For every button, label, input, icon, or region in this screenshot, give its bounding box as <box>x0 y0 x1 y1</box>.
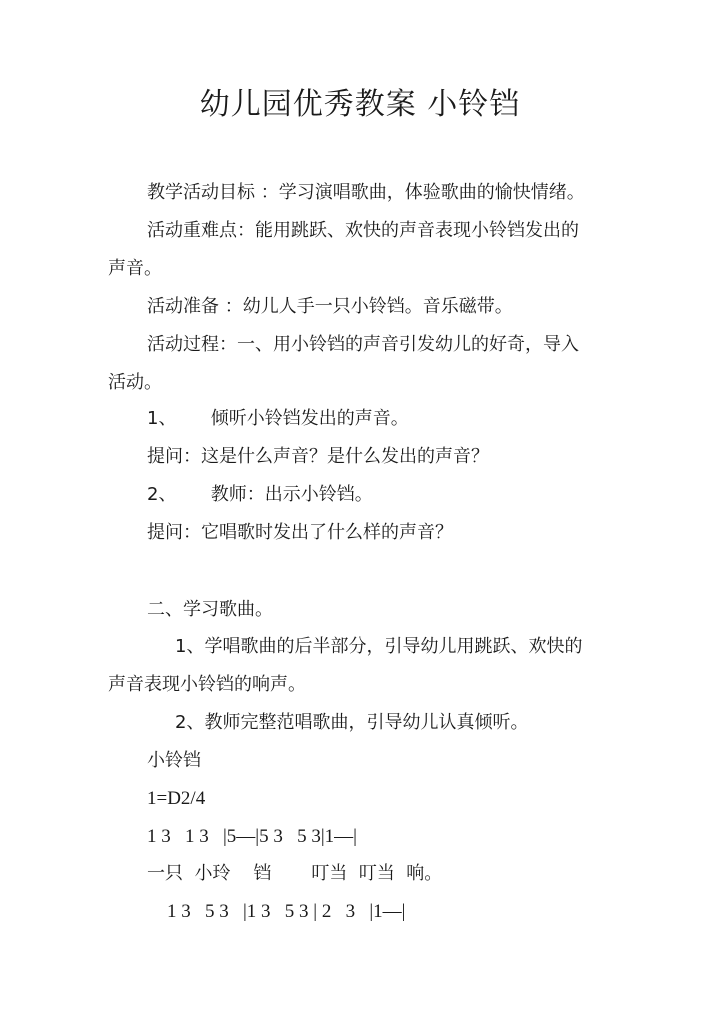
step-1: 1、 倾听小铃铛发出的声音。 <box>147 408 409 429</box>
prep-paragraph: 活动准备 ：幼儿人手一只小铃铛。音乐磁带。 <box>147 296 513 317</box>
learn-1-line-2: 声音表现小铃铛的响声。 <box>108 674 306 695</box>
learn-1-line-1: 1、学唱歌曲的后半部分，引导幼儿用跳跃、欢快的 <box>175 636 583 657</box>
step-2: 2、 教师：出示小铃铛。 <box>147 484 373 505</box>
goal-paragraph: 教学活动目标 ：学习演唱歌曲，体验歌曲的愉快情绪。 <box>147 182 585 203</box>
song-key: 1=D2/4 <box>147 788 206 809</box>
notation-line-1: 1 3 1 3 |5—|5 3 5 3|1—| <box>147 826 357 847</box>
question-1: 提问：这是什么声音？是什么发出的声音？ <box>147 446 489 467</box>
section-2-heading: 二、学习歌曲。 <box>147 599 273 620</box>
page-title: 幼儿园优秀教案 小铃铛 <box>199 87 521 122</box>
process-paragraph-line-2: 活动。 <box>108 372 162 393</box>
song-title: 小铃铛 <box>147 750 201 771</box>
learn-2: 2、教师完整范唱歌曲，引导幼儿认真倾听。 <box>175 712 529 733</box>
question-2: 提问：它唱歌时发出了什么样的声音？ <box>147 522 453 543</box>
notation-line-2: 1 3 5 3 |1 3 5 3 | 2 3 |1—| <box>167 901 406 922</box>
focus-paragraph-line-1: 活动重难点：能用跳跃、欢快的声音表现小铃铛发出的 <box>147 220 579 241</box>
process-paragraph-line-1: 活动过程：一、用小铃铛的声音引发幼儿的好奇，导入 <box>147 334 579 355</box>
focus-paragraph-line-2: 声音。 <box>108 258 162 279</box>
lyrics-line-1: 一只 小玲 铛 叮当 叮当 响。 <box>147 863 443 884</box>
